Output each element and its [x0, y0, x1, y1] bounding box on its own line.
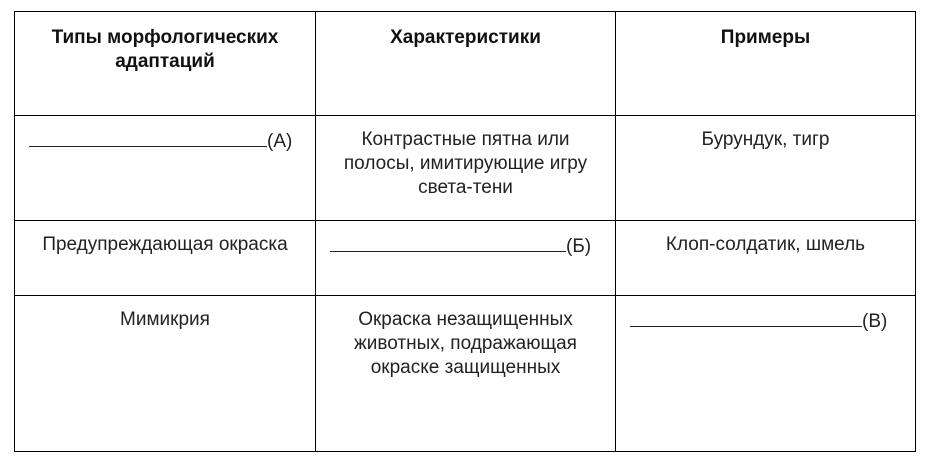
header-types: Типы морфологических адаптаций: [15, 12, 316, 116]
header-examples: Примеры: [616, 12, 916, 116]
blank-letter-v: (В): [862, 311, 888, 332]
cell-characteristic: Контрастные пятна или полосы, имитирующие игру света-тени: [316, 116, 616, 221]
table-row: [15, 116, 916, 221]
blank-line: [630, 308, 862, 327]
cell-examples: Бурундук, тигр: [616, 116, 916, 221]
blank-letter-a: (А): [267, 131, 293, 152]
blank-answer-v: [626, 308, 905, 334]
cell-characteristic: Окраска незащищенных животных, подражающая окраске защищенных: [316, 296, 616, 452]
table-row: [15, 296, 916, 452]
blank-answer-b: [326, 233, 605, 259]
blank-line: [29, 128, 267, 147]
header-row: [15, 12, 916, 116]
cell-type-blank: [15, 116, 316, 221]
header-characteristics: Характеристики: [316, 12, 616, 116]
blank-letter-b: (Б): [566, 236, 592, 257]
cell-examples: Клоп-солдатик, шмель: [616, 221, 916, 296]
table-row: [15, 221, 916, 296]
adaptations-table: [14, 11, 916, 452]
blank-line: [330, 233, 566, 252]
cell-characteristic-blank: [316, 221, 616, 296]
cell-type: Предупреждающая окраска: [15, 221, 316, 296]
cell-examples-blank: [616, 296, 916, 452]
blank-answer-a: [25, 128, 305, 154]
cell-type: Мимикрия: [15, 296, 316, 452]
